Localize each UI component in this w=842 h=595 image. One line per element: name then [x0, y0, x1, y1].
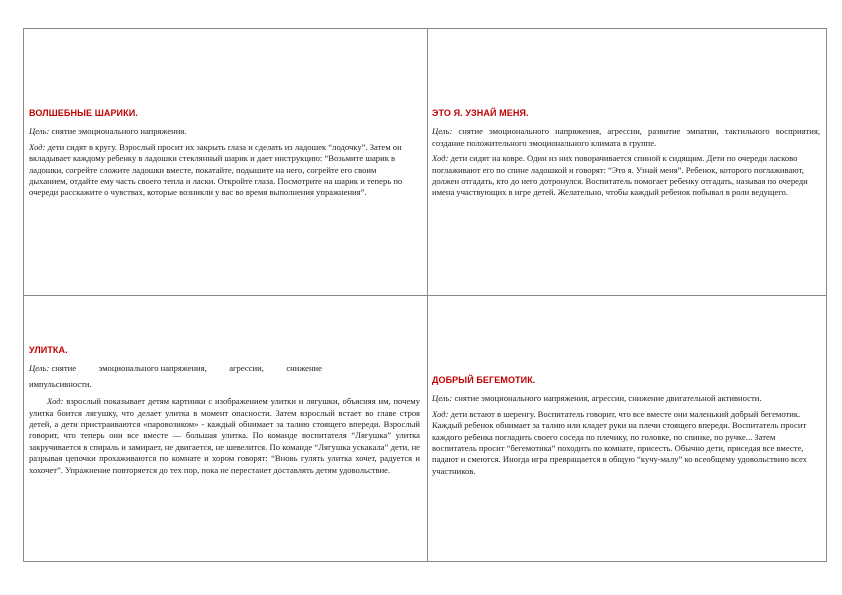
move-text: взрослый показывает детям картинки с изображением улитки и лягушки, объясняя им, почему улитка боится лягушку, что делает улитка в момент опасности. Затем взрослый встает во главе строя детей, а дети пристраиваются «паровозиком» - каждый обнимает за талию стоящего впереди. Взрослый говорит, что теперь они все вместе — большая улитка. По команде воспитателя “Лягушка” улитка закручивается в спираль и замирает, не двигается, не шевелится. По команде “Лягушка ускакала” дети, не разрывая цепочки прохаживаются по комнате и хором говорят: “Вновь гулять улитка хочет, радуется и хохочет”. Упражнение повторяется до тех пор, пока не перестанет доставлять детям удовольствие. — [29, 396, 420, 475]
goal-head — [29, 363, 76, 374]
horizontal-divider — [24, 295, 826, 296]
card-move — [29, 396, 420, 476]
game-card-snail — [29, 345, 420, 480]
goal-word: снижение — [286, 363, 322, 374]
goal-word: агрессии, — [229, 363, 264, 374]
goal-text: снятие эмоционального напряжения. — [49, 126, 187, 137]
goal-label: Цель: — [432, 126, 453, 137]
goal-label: Цель: — [29, 363, 50, 374]
move-text: дети сидят на ковре. Один из них поворачивается спиной к сидящим. Дети по очереди ласково поглаживают его по спине ладошкой и говорят: “Это я. Узнай меня”. Ребенок, которого поглаживают, должен отгадать, кто до него дотронулся. Воспитатель помогает ребенку отгадать, называя по очереди имена участвующих в игре детей. Желательно, чтобы каждый ребенок побывал в роли ведущего. — [432, 153, 808, 198]
card-title: ЭТО Я. УЗНАЙ МЕНЯ. — [432, 108, 529, 118]
goal-label: Цель: — [29, 126, 50, 137]
card-title: ВОЛШЕБНЫЕ ШАРИКИ. — [29, 108, 138, 118]
goal-word: снятие — [51, 363, 77, 374]
goal-word: эмоционального напряжения, — [98, 363, 207, 374]
goal-text: снятие эмоционального напряжения, агрессии, снижение двигательной активности. — [452, 393, 762, 404]
card-goal — [432, 126, 820, 149]
card-move — [29, 142, 413, 199]
card-move — [432, 409, 820, 477]
move-label: Ход: — [29, 141, 46, 152]
move-text: дети сидят в кругу. Взрослый просит их закрыть глаза и сделать из ладошек “лодочку”. Затем он вкладывает каждому ребенку в ладошки стеклянный шарик и дает инструкцию: “Возьмите шарик в ладошки, согрейте сложите ладошки вместе, покатайте, подышите на него, согрейте его своим дыханием, отдайте ему часть своего тепла и ласки. Откройте глаза. Посмотрите на шарик и теперь по очереди расскажите о чувствах, которые возникли у вас во время выполнения упражнения”. — [29, 141, 403, 198]
move-text: дети встают в шеренгу. Воспитатель говорит, что все вместе они маленький добрый бегемотик. Каждый ребенок обнимает за талию или кладет руки на плечи стоящего впереди. Воспитатель просит каждого ребенка погладить своего соседа по плечику, по головке, по спинке, по ручке... Затем воспитатель просит “бегемотика” походить по комнате, присесть. Обычно дети, приседая все вместе, падают и смеются. Иногда игра превращается в общую “кучу-малу” ко всеобщему удовольствию всех участников. — [432, 408, 807, 476]
goal-text: снятие эмоционального напряжения, агрессии, развитие эмпатии, тактильного восприятия, создание положительного эмоционального климата в группе. — [432, 126, 820, 148]
goal-continuation: импульсивности. — [29, 378, 92, 389]
move-label: Ход: — [432, 408, 449, 419]
game-card-magic-balls — [29, 108, 413, 203]
goal-label: Цель: — [432, 393, 453, 404]
card-title: ДОБРЫЙ БЕГЕМОТИК. — [432, 375, 536, 385]
card-goal — [432, 393, 820, 404]
card-title: УЛИТКА. — [29, 345, 68, 355]
card-move — [432, 153, 820, 199]
card-goal — [29, 126, 413, 137]
card-goal — [29, 363, 420, 374]
move-label: Ход: — [47, 396, 64, 407]
game-card-its-me — [432, 108, 820, 203]
game-card-kind-hippo — [432, 375, 820, 481]
move-label: Ход: — [432, 153, 449, 164]
